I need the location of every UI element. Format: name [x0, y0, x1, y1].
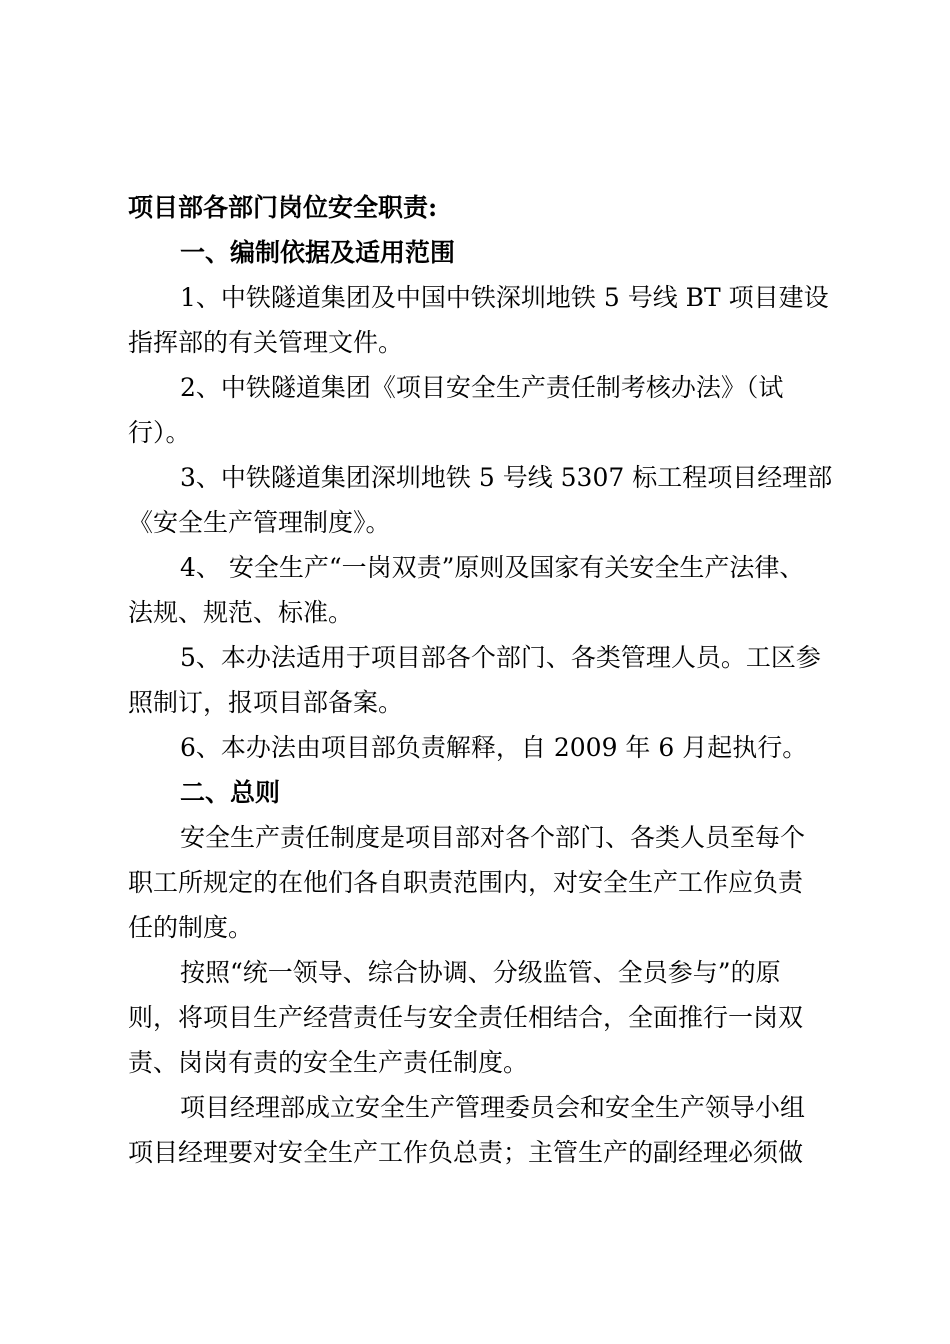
document-title: 项目部各部门岗位安全职责: — [128, 193, 438, 222]
para1-line2: 职工所规定的在他们各自职责范围内，对安全生产工作应负责 — [128, 868, 804, 897]
item5-line1: 5、本办法适用于项目部各个部门、各类管理人员。工区参 — [180, 643, 821, 672]
para2-line2: 则，将项目生产经营责任与安全责任相结合，全面推行一岗双 — [128, 1003, 804, 1032]
item5-line2: 照制订，报项目部备案。 — [128, 688, 404, 717]
item4-line2: 法规、规范、标准。 — [128, 598, 354, 627]
section2-heading: 二、总则 — [180, 778, 281, 807]
item3-line1: 3、中铁隧道集团深圳地铁 5 号线 5307 标工程项目经理部 — [180, 463, 833, 492]
item3-line2: 《安全生产管理制度》。 — [128, 508, 391, 537]
para3-line2: 项目经理要对安全生产工作负总责；主管生产的副经理必须做 — [128, 1138, 804, 1167]
item6-line1: 6、本办法由项目部负责解释，自 2009 年 6 月起执行。 — [180, 733, 808, 762]
para2-line3: 责、岗岗有责的安全生产责任制度。 — [128, 1048, 529, 1077]
item2-line1: 2、中铁隧道集团《项目安全生产责任制考核办法》（试 — [180, 373, 784, 402]
item2-line2: 行）。 — [128, 418, 191, 447]
item1-line2: 指挥部的有关管理文件。 — [128, 328, 404, 357]
para1-line3: 任的制度。 — [128, 913, 254, 942]
section1-heading: 一、编制依据及适用范围 — [180, 238, 456, 267]
para3-line1: 项目经理部成立安全生产管理委员会和安全生产领导小组 — [180, 1093, 806, 1122]
item1-line1: 1、中铁隧道集团及中国中铁深圳地铁 5 号线 BT 项目建设 — [180, 283, 829, 312]
item4-line1: 4、 安全生产“一岗双责”原则及国家有关安全生产法律、 — [180, 553, 805, 582]
para1-line1: 安全生产责任制度是项目部对各个部门、各类人员至每个 — [180, 823, 806, 852]
para2-line1: 按照“统一领导、综合协调、分级监管、全员参与”的原 — [180, 958, 781, 987]
